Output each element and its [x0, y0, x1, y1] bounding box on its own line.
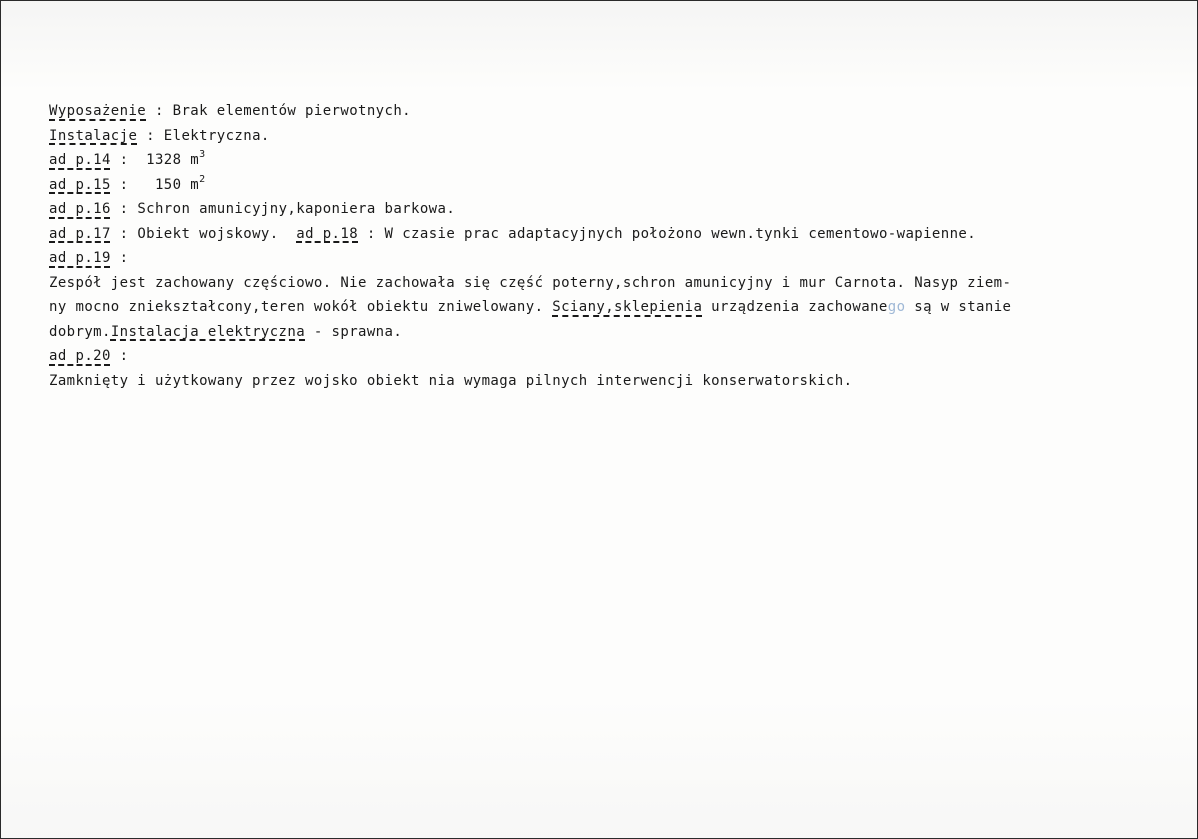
value-p17: Obiekt wojskowy. [137, 225, 297, 242]
label-p20: ad p.20 [49, 348, 111, 364]
label-p17: ad p.17 [49, 225, 111, 242]
label-p15: ad p.15 [49, 176, 111, 193]
line-p15 [49, 173, 1194, 198]
label-p14: ad p.14 [49, 152, 111, 168]
value-p18: W czasie prac adaptacyjnych położono wewn.tynki cementowo-wapienne. [384, 225, 977, 242]
p19-text-2-end: są w stanie [905, 299, 1012, 315]
p19-text-2-underlined: Sciany,sklepienia [552, 299, 703, 315]
sep: : [137, 127, 164, 144]
label-p16: ad p.16 [49, 201, 111, 217]
label-wyposazenie: Wyposażenie [49, 103, 147, 119]
value-instalacje: Elektryczna. [163, 127, 270, 144]
line-p17-p18 [49, 222, 1194, 247]
sep: : [110, 250, 129, 266]
p20-text-line [49, 369, 1194, 394]
typed-text-block [49, 99, 1194, 393]
line-wyposazenie [49, 99, 1194, 124]
line-p19 [49, 246, 1194, 271]
value-p16: Schron amunicyjny,kaponiera barkowa. [137, 201, 456, 217]
value-p15-exponent: 2 [199, 173, 206, 185]
line-instalacje [49, 124, 1194, 149]
sep: : [110, 225, 138, 242]
p19-text-3-end: - sprawna. [305, 323, 403, 340]
p19-text-line-1 [49, 271, 1194, 296]
value-wyposazenie: Brak elementów pierwotnych. [172, 103, 412, 119]
label-p18: ad p.18 [296, 225, 359, 242]
value-p14: 1328 m [146, 152, 200, 168]
sep: : [146, 103, 173, 119]
p19-text-3-start: dobrym. [49, 323, 111, 340]
line-p14 [49, 148, 1194, 173]
sep: : [110, 152, 147, 168]
sep: : [110, 348, 129, 364]
value-p14-exponent: 3 [199, 149, 206, 160]
line-p20 [49, 344, 1194, 369]
p19-text-2-correction: go [887, 299, 906, 315]
p19-text-1: Zespół jest zachowany częściowo. Nie zachowała się część poterny,schron amunicyjny i mur Carnota. Nasyp ziem- [49, 274, 1012, 291]
p19-text-line-3 [49, 320, 1194, 345]
p19-text-2: ny mocno zniekształcony,teren wokół obiektu zniwelowany. [49, 299, 553, 315]
label-instalacje: Instalacje [49, 127, 138, 144]
label-p19: ad p.19 [49, 250, 111, 266]
value-p15: 150 m [154, 176, 200, 193]
line-p16 [49, 197, 1194, 222]
sep: : [358, 225, 385, 242]
sep: : [110, 176, 155, 193]
p19-text-2-tail: urządzenia zachowane [702, 299, 888, 315]
sep: : [110, 201, 138, 217]
p19-text-3-underlined: Instalacja elektryczna [110, 323, 306, 340]
p20-text: Zamknięty i użytkowany przez wojsko obiekt nia wymaga pilnych interwencji konserwatorskich. [49, 372, 853, 389]
p19-text-line-2 [49, 295, 1194, 320]
